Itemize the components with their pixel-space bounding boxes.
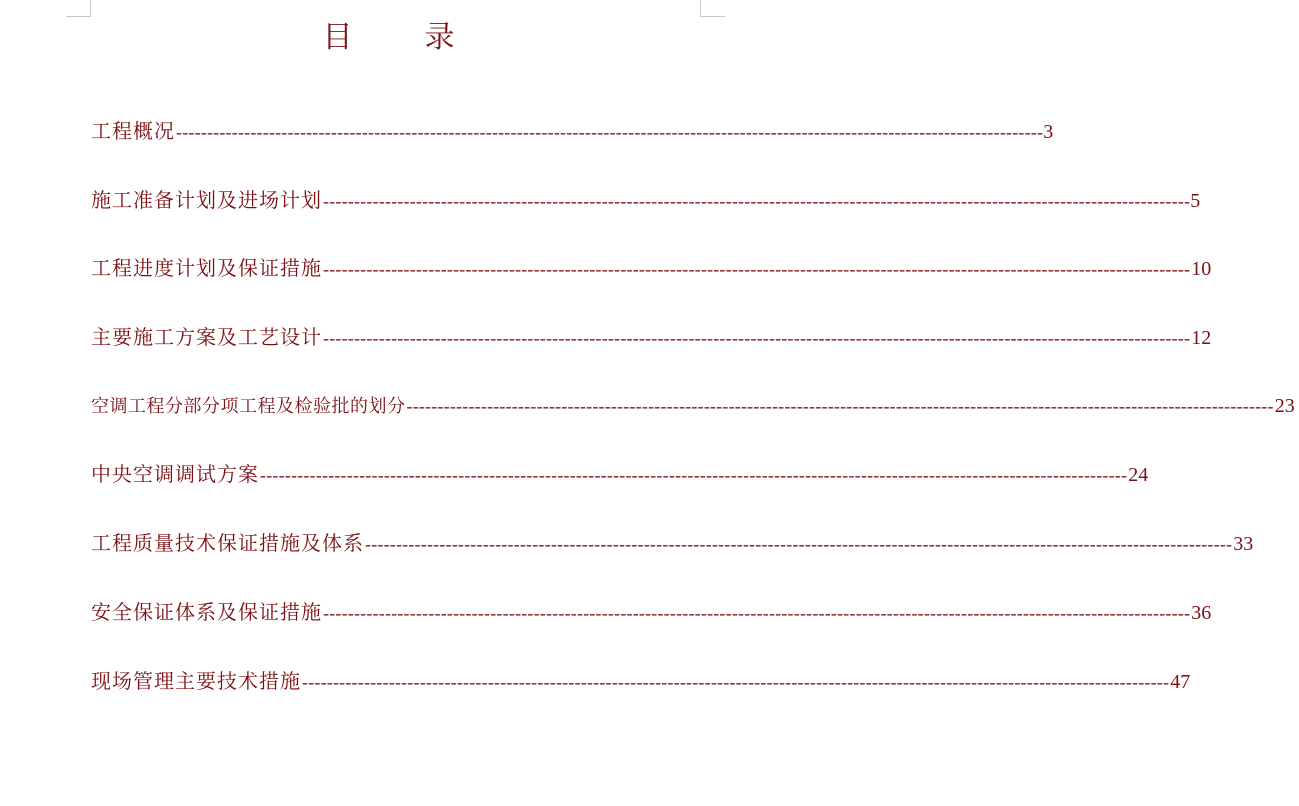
toc-entry-title: 中央空调调试方案 — [91, 462, 259, 487]
toc-entry[interactable] — [91, 664, 1191, 733]
toc-entry-title: 安全保证体系及保证措施 — [91, 599, 322, 624]
toc-entry-title: 施工准备计划及进场计划 — [91, 187, 322, 212]
toc-entry-page: 3 — [1043, 121, 1054, 143]
page-title — [0, 18, 779, 58]
toc-leader: -------------------------------------------------------------------------------------------------------------------------------------------- — [365, 534, 1233, 555]
toc-entry[interactable] — [91, 595, 1212, 664]
toc-entry[interactable] — [91, 114, 1054, 183]
toc-leader: -------------------------------------------------------------------------------------------------------------------------------------------- — [302, 671, 1170, 692]
toc-entry[interactable] — [91, 389, 1295, 458]
table-of-contents — [91, 114, 1295, 732]
toc-entry[interactable] — [91, 457, 1149, 526]
toc-entry-title: 主要施工方案及工艺设计 — [91, 325, 322, 350]
toc-entry-page: 10 — [1191, 258, 1212, 281]
toc-entry-title: 工程概况 — [91, 119, 175, 143]
toc-leader: -------------------------------------------------------------------------------------------------------------------------------------------- — [323, 259, 1191, 280]
toc-leader: -------------------------------------------------------------------------------------------------------------------------------------------- — [323, 328, 1191, 349]
toc-leader: -------------------------------------------------------------------------------------------------------------------------------------------- — [406, 395, 1274, 416]
toc-leader: -------------------------------------------------------------------------------------------------------------------------------------------- — [323, 190, 1191, 211]
toc-entry-title: 空调工程分部分项工程及检验批的划分 — [91, 395, 406, 417]
toc-leader: -------------------------------------------------------------------------------------------------------------------------------------------- — [176, 122, 1044, 142]
toc-entry-page: 36 — [1191, 601, 1212, 624]
toc-leader: -------------------------------------------------------------------------------------------------------------------------------------------- — [323, 602, 1191, 623]
page-title-char-1: 目 — [322, 20, 355, 55]
toc-entry-title: 现场管理主要技术措施 — [91, 668, 301, 693]
toc-leader: -------------------------------------------------------------------------------------------------------------------------------------------- — [260, 465, 1128, 486]
crop-mark-top-right — [700, 0, 725, 17]
toc-entry-page: 33 — [1233, 533, 1254, 556]
toc-entry-page: 5 — [1190, 189, 1201, 212]
toc-entry[interactable] — [91, 251, 1212, 320]
toc-entry-page: 24 — [1128, 464, 1149, 487]
toc-entry[interactable] — [91, 320, 1212, 389]
toc-entry-page: 47 — [1170, 670, 1191, 693]
toc-entry-title: 工程进度计划及保证措施 — [91, 256, 322, 281]
toc-entry[interactable] — [91, 526, 1254, 595]
toc-entry-page: 23 — [1274, 394, 1295, 417]
toc-entry[interactable] — [91, 183, 1201, 252]
toc-entry-page: 12 — [1191, 327, 1212, 350]
crop-mark-top-left — [66, 0, 91, 17]
page-title-char-2: 录 — [424, 20, 457, 55]
toc-entry-title: 工程质量技术保证措施及体系 — [91, 531, 364, 556]
